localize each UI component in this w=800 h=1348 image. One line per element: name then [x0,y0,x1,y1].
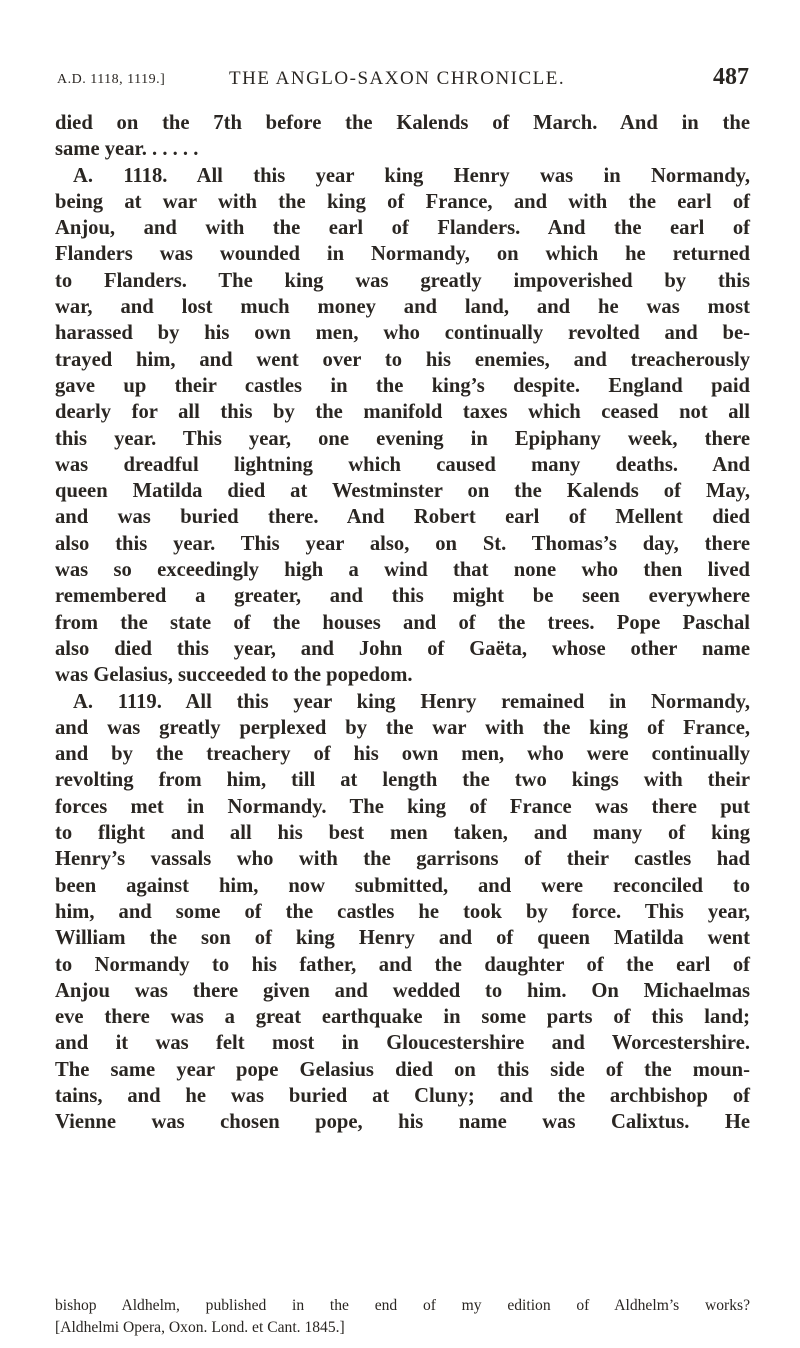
text-line: and was buried there. And Robert earl of Mellent died [55,506,750,529]
text-line: this year. This year, one evening in Epiphany week, there [55,427,750,450]
text-line: and it was felt most in Gloucestershire and Worcestershire. [55,1032,750,1055]
text-line: Anjou, and with the earl of Flanders. And the earl of [55,217,750,240]
text-line: A. 1119. All this year king Henry remained in Normandy, [73,690,750,713]
text-line: to Flanders. The king was greatly impoverished by this [55,269,750,292]
text-line: from the state of the houses and of the trees. Pope Paschal [55,611,750,634]
text-line: revolting from him, till at length the two kings with their [55,769,750,792]
text-line: Vienne was chosen pope, his name was Calixtus. He [55,1111,750,1134]
text-line: Anjou was there given and wedded to him. On Michaelmas [55,979,750,1002]
footnote-line: [Aldhelmi Opera, Oxon. Lond. et Cant. 1845.] [55,1319,345,1336]
text-line: gave up their castles in the king’s despite. England paid [55,374,750,397]
text-line: to flight and all his best men taken, and many of king [55,822,750,845]
text-line: war, and lost much money and land, and he was most [55,296,750,319]
text-line: Henry’s vassals who with the garrisons of their castles had [55,848,750,871]
text-line: was Gelasius, succeeded to the popedom. [55,664,413,687]
text-line: harassed by his own men, who continually revolted and be- [55,322,750,345]
page-number: 487 [713,64,749,90]
text-line: to Normandy to his father, and the daughter of the earl of [55,953,750,976]
text-line: was so exceedingly high a wind that none who then lived [55,559,750,582]
footnote [55,1295,750,1339]
text-line: William the son of king Henry and of queen Matilda went [55,927,750,950]
text-line: and by the treachery of his own men, who were continually [55,743,750,766]
text-line: was dreadful lightning which caused many deaths. And [55,453,750,476]
text-line: died on the 7th before the Kalends of March. And in the [55,112,750,134]
text-line: being at war with the king of France, and with the earl of [55,190,750,213]
text-line: tains, and he was buried at Cluny; and the archbishop of [55,1084,750,1107]
text-line: same year. . . . . . [55,138,199,161]
text-line: also died this year, and John of Gaëta, whose other name [55,637,750,660]
text-line: queen Matilda died at Westminster on the Kalends of May, [55,480,750,503]
text-line: A. 1118. All this year king Henry was in Normandy, [73,164,750,187]
text-line: remembered a greater, and this might be seen everywhere [55,585,750,608]
text-line: and was greatly perplexed by the war with the king of France, [55,716,750,739]
body-text [55,110,750,1136]
text-line: Flanders was wounded in Normandy, on which he returned [55,243,750,266]
header-title: THE ANGLO-SAXON CHRONICLE. [229,68,566,89]
text-line: dearly for all this by the manifold taxes which ceased not all [55,401,750,424]
text-line: forces met in Normandy. The king of France was there put [55,795,750,818]
text-line: also this year. This year also, on St. Thomas’s day, there [55,532,750,555]
text-line: eve there was a great earthquake in some parts of this land; [55,1006,750,1029]
footnote-line: bishop Aldhelm, published in the end of my edition of Aldhelm’s works? [55,1297,750,1314]
running-header [57,66,749,94]
text-line: been against him, now submitted, and were reconciled to [55,874,750,897]
header-date-range: A.D. 1118, 1119.] [57,72,166,87]
text-line: The same year pope Gelasius died on this side of the moun- [55,1058,750,1081]
text-line: him, and some of the castles he took by force. This year, [55,900,750,923]
text-line: trayed him, and went over to his enemies, and treacherously [55,348,750,371]
